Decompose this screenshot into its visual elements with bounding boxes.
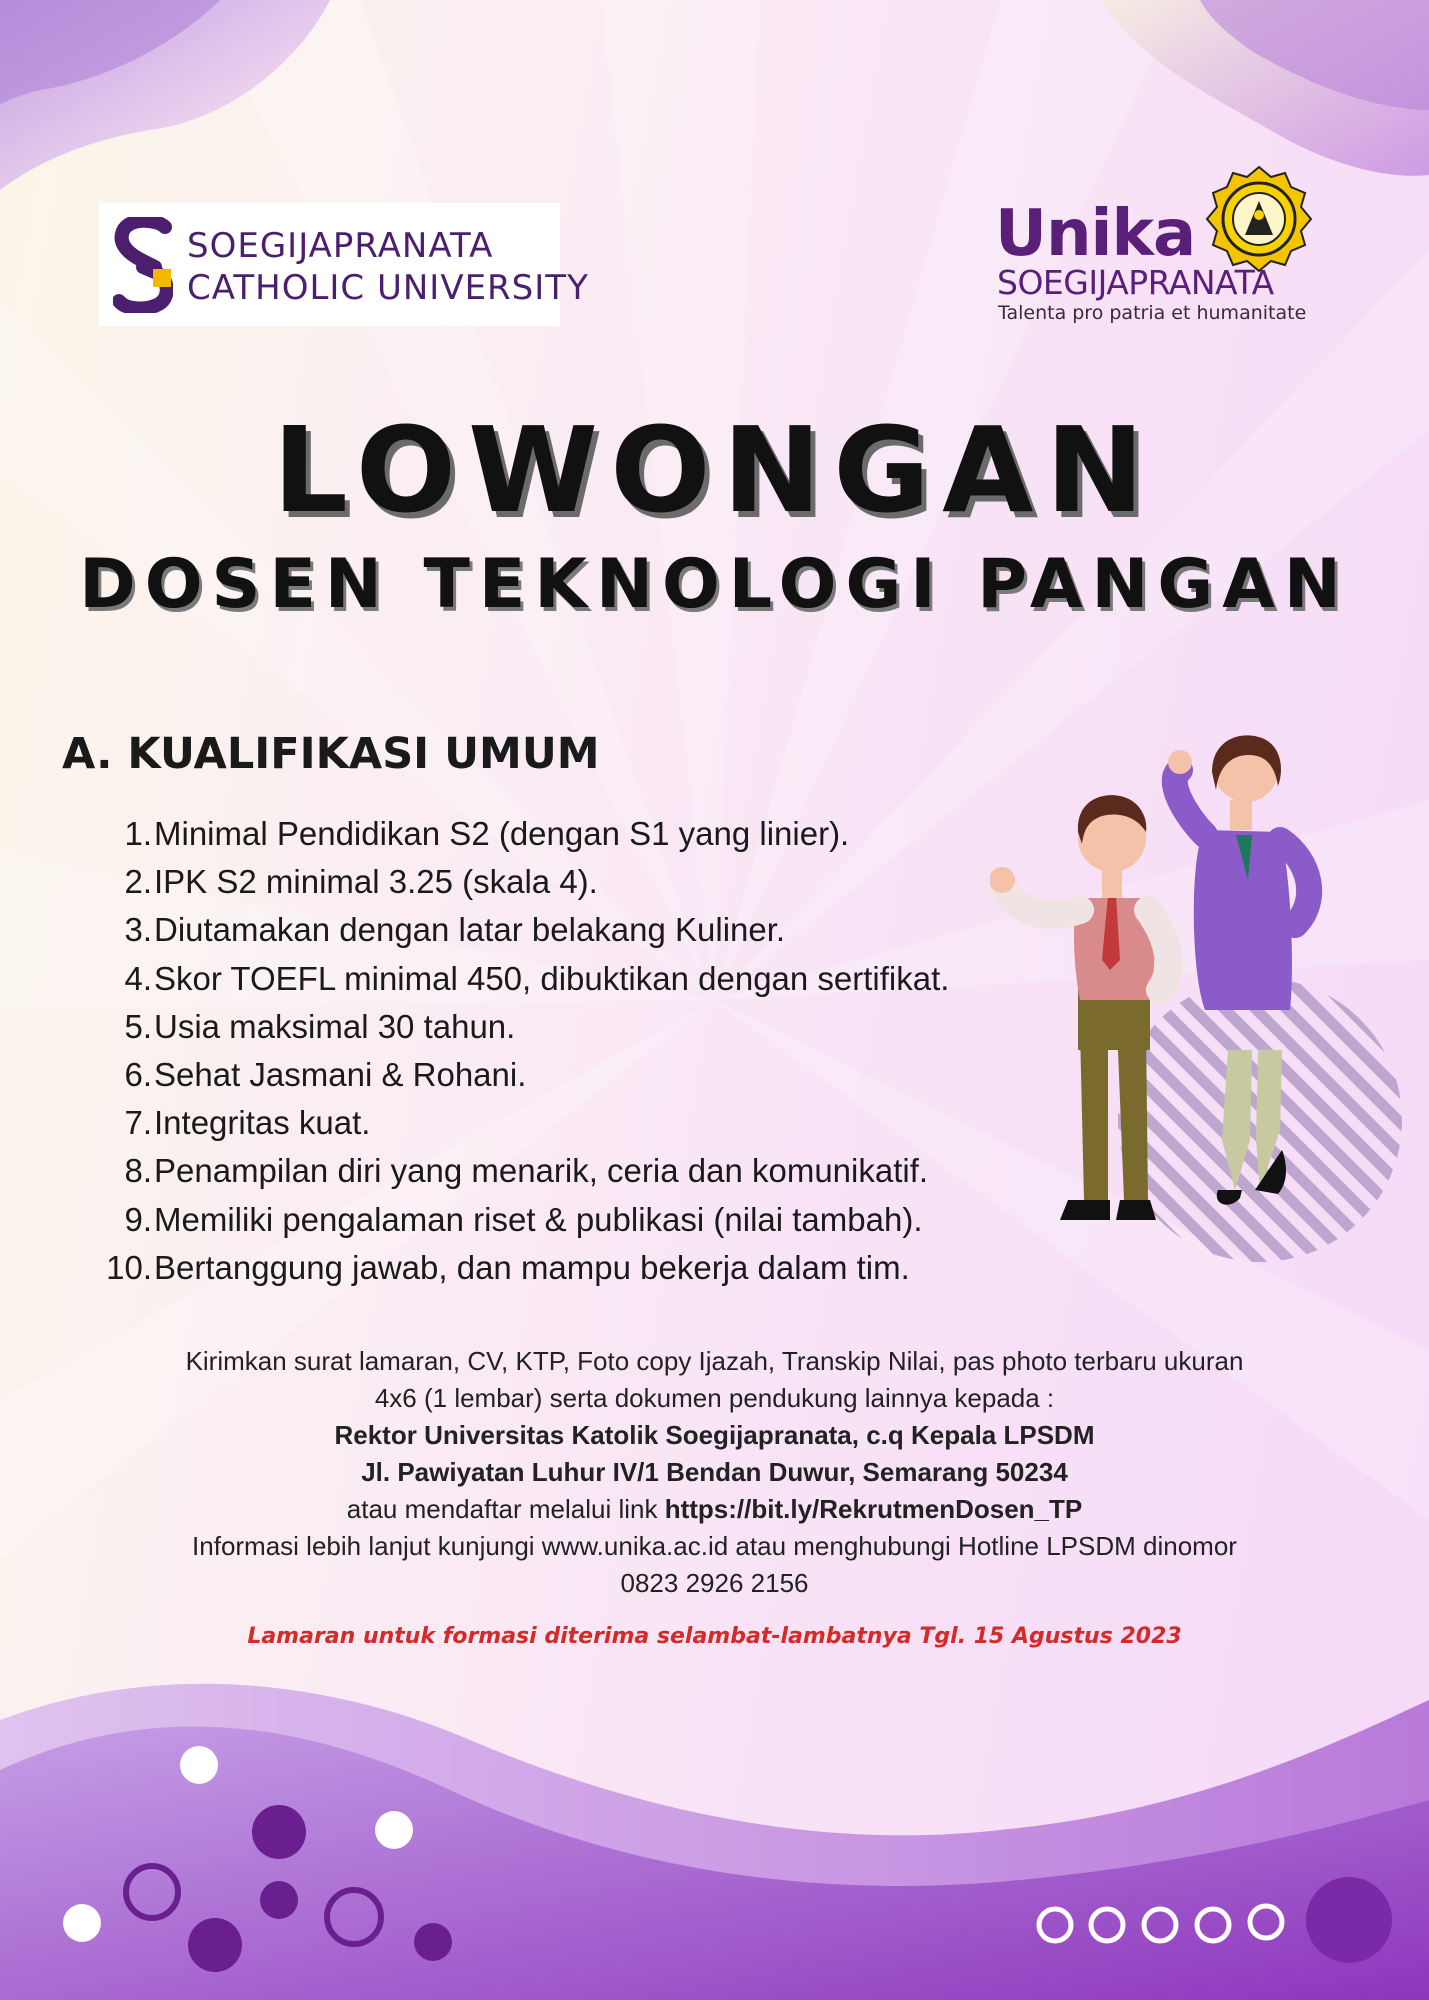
list-item-text: Skor TOEFL minimal 450, dibuktikan dengan sertifikat. [154,959,950,997]
registration-link[interactable]: https://bit.ly/RekrutmenDosen_TP [664,1494,1083,1524]
list-item-text: Integritas kuat. [154,1104,371,1142]
info-line-2: 4x6 (1 lembar) serta dokumen pendukung lainnya kepada : [374,1383,1055,1413]
list-item-number: 7. [124,1104,152,1142]
list-item-number: 8. [124,1152,152,1190]
logo-left-line1: SOEGIJAPRANATA [187,226,494,266]
unika-sub-wordmark: SOEGIJAPRANATA [997,263,1274,302]
list-item-number: 10. [106,1248,152,1286]
qualifications-heading: A. KUALIFIKASI UMUM [62,729,600,779]
deadline-notice: Lamaran untuk formasi diterima selambat-lambatnya Tgl. 15 Agustus 2023 [247,1624,1182,1649]
list-item-number: 2. [124,863,152,901]
list-item-number: 6. [124,1056,152,1094]
unika-wordmark: Unika [995,197,1196,271]
logo-left-line2: CATHOLIC UNIVERSITY [187,268,589,308]
unika-tagline: Talenta pro patria et humanitate [998,302,1307,324]
list-item-text: Minimal Pendidikan S2 (dengan S1 yang linier). [154,815,850,852]
info-line-6: Informasi lebih lanjut kunjungi www.unika.ac.id atau menghubungi Hotline LPSDM dinomor [192,1531,1237,1561]
list-item-text: IPK S2 minimal 3.25 (skala 4). [154,863,598,901]
list-item-number: 5. [124,1007,152,1045]
list-item-text: Usia maksimal 30 tahun. [154,1007,516,1045]
poster-subtitle: DOSEN TEKNOLOGI PANGAN [79,545,1350,624]
info-address: Jl. Pawiyatan Luhur IV/1 Bendan Duwur, Semarang 50234 [361,1457,1068,1487]
info-line-1: Kirimkan surat lamaran, CV, KTP, Foto copy Ijazah, Transkip Nilai, pas photo terbaru ukuran [185,1346,1244,1376]
list-item-number: 9. [124,1200,152,1238]
poster-title: LOWONGAN [272,401,1157,539]
list-item-number: 4. [124,959,152,997]
list-item-number: 3. [124,911,152,949]
list-item-text: Sehat Jasmani & Rohani. [154,1056,527,1094]
list-item-text: Penampilan diri yang menarik, ceria dan komunikatif. [154,1152,929,1190]
list-item-text: Bertanggung jawab, dan mampu bekerja dalam tim. [154,1248,910,1286]
info-link-prefix: atau mendaftar melalui link [346,1494,665,1524]
list-item-number: 1. [124,815,152,852]
list-item-text: Memiliki pengalaman riset & publikasi (nilai tambah). [154,1200,923,1238]
list-item-text: Diutamakan dengan latar belakang Kuliner. [154,911,786,949]
info-recipient: Rektor Universitas Katolik Soegijapranata, c.q Kepala LPSDM [334,1420,1095,1450]
hotline-number: 0823 2926 2156 [620,1568,809,1598]
